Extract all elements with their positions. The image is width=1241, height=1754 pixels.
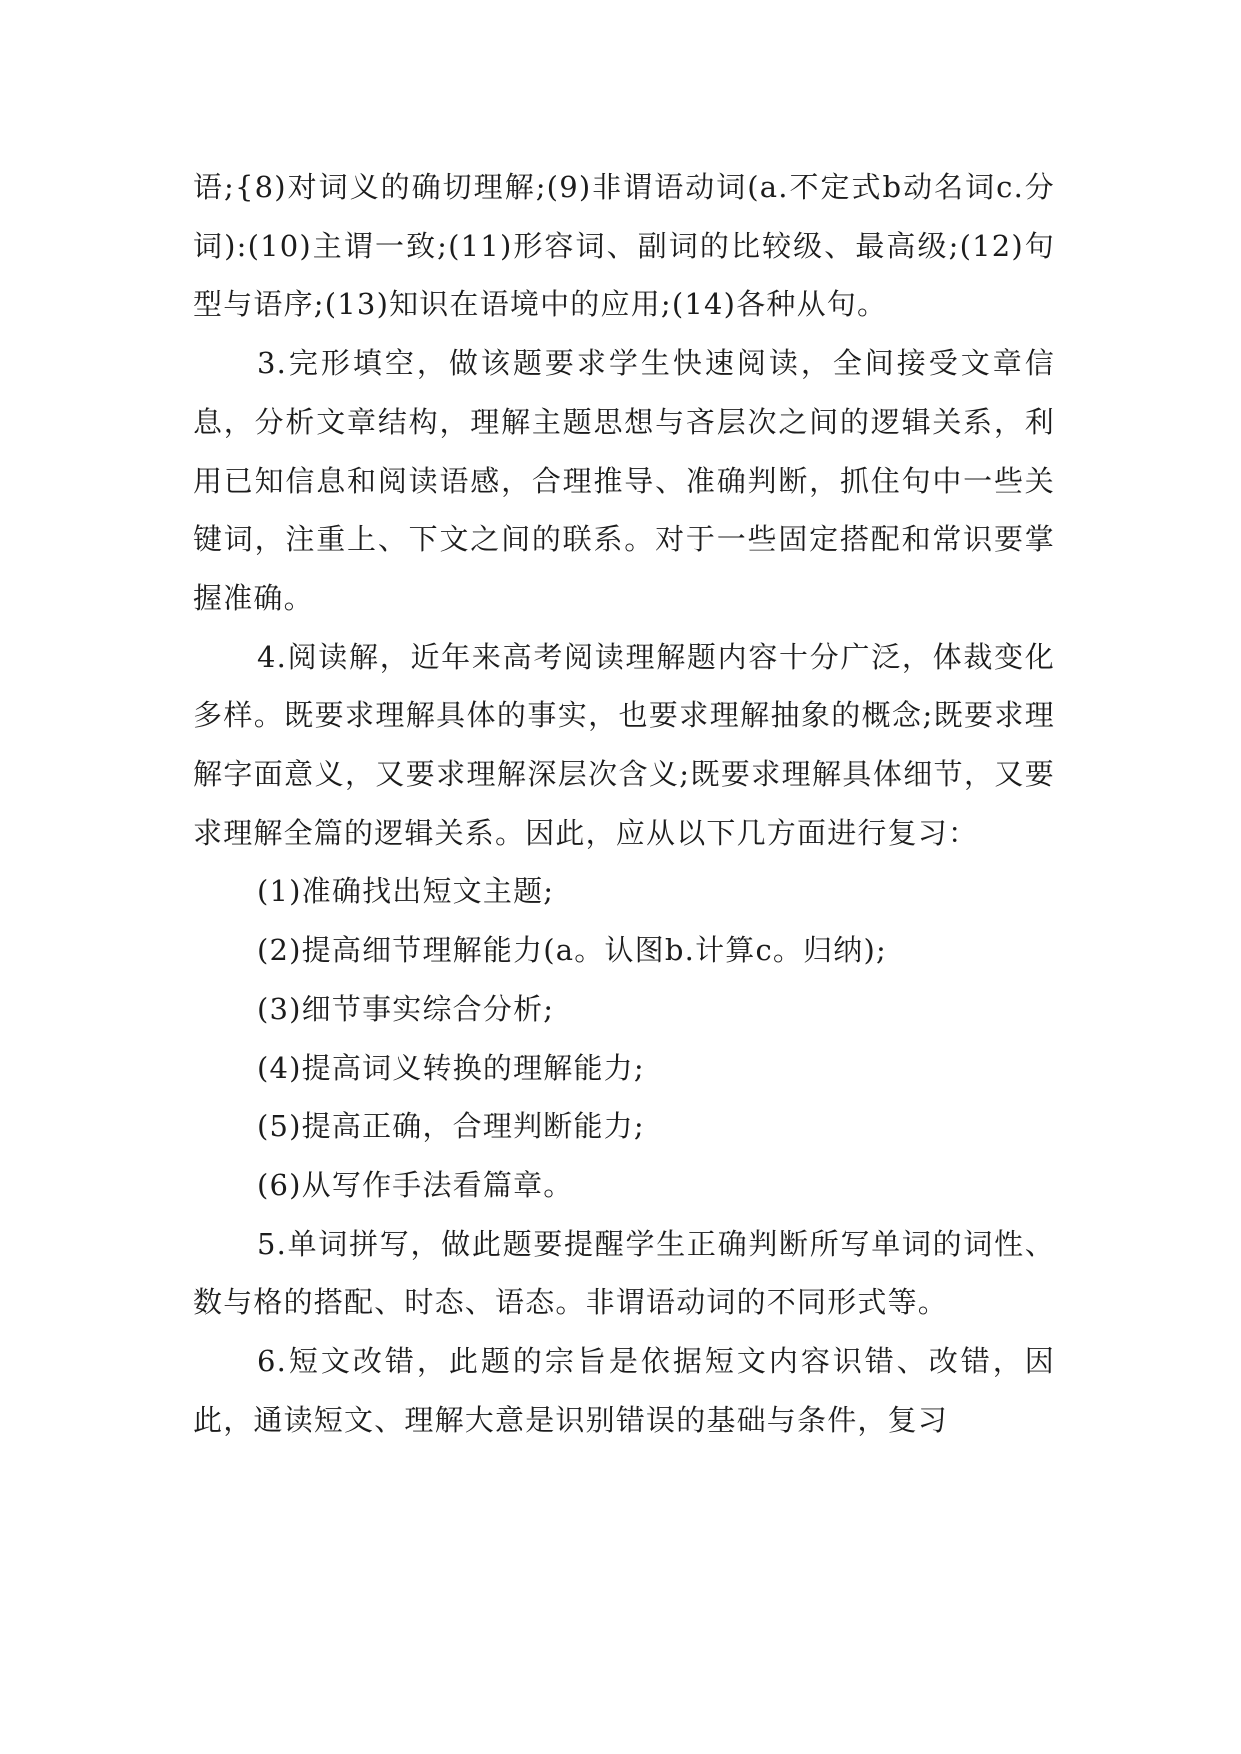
paragraph-cloze: 3.完形填空，做该题要求学生快速阅读，全间接受文章信息，分析文章结构，理解主题思想与吝层次之间的逻辑关系，利用已知信息和阅读语感，合理推导、准确判断，抓住句中一些关键词，注重上、下文之间的联系。对于一些固定搭配和常识要掌握准确。 <box>193 346 1055 615</box>
list-item: (5)提高正确，合理判断能力; <box>257 1109 645 1144</box>
paragraph-grammar-items: 语;{8)对词义的确切理解;(9)非谓语动词(a.不定式b动名词c.分词):(10)主谓一致;(11)形容词、副词的比较级、最高级;(12)句型与语序;(13)知识在语境中的应用;(14)各种从句。 <box>193 170 1055 322</box>
list-item: (3)细节事实综合分析; <box>257 991 555 1026</box>
document-body <box>193 158 1055 1449</box>
list-item: (2)提高细节理解能力(a。认图b.计算c。归纳); <box>257 933 887 968</box>
list-item: (1)准确找出短文主题; <box>257 874 555 909</box>
paragraph-error-correction: 6.短文改错，此题的宗旨是依据短文内容识错、改错，因此，通读短文、理解大意是识别错误的基础与条件，复习 <box>193 1344 1055 1437</box>
list-item: (6)从写作手法看篇章。 <box>257 1167 574 1202</box>
paragraph-spelling: 5.单词拼写，做此题要提醒学生正确判断所写单词的词性、数与格的搭配、时态、语态。非谓语动词的不同形式等。 <box>193 1226 1055 1320</box>
list-item: (4)提高词义转换的理解能力; <box>257 1050 645 1085</box>
paragraph-reading: 4.阅读解，近年来高考阅读理解题内容十分广泛，体裁变化多样。既要求理解具体的事实，也要求理解抽象的概念;既要求理解字面意义，又要求理解深层次含义;既要求理解具体细节，又要求理解全篇的逻辑关系。因此，应从以下几方面进行复习： <box>193 639 1055 850</box>
